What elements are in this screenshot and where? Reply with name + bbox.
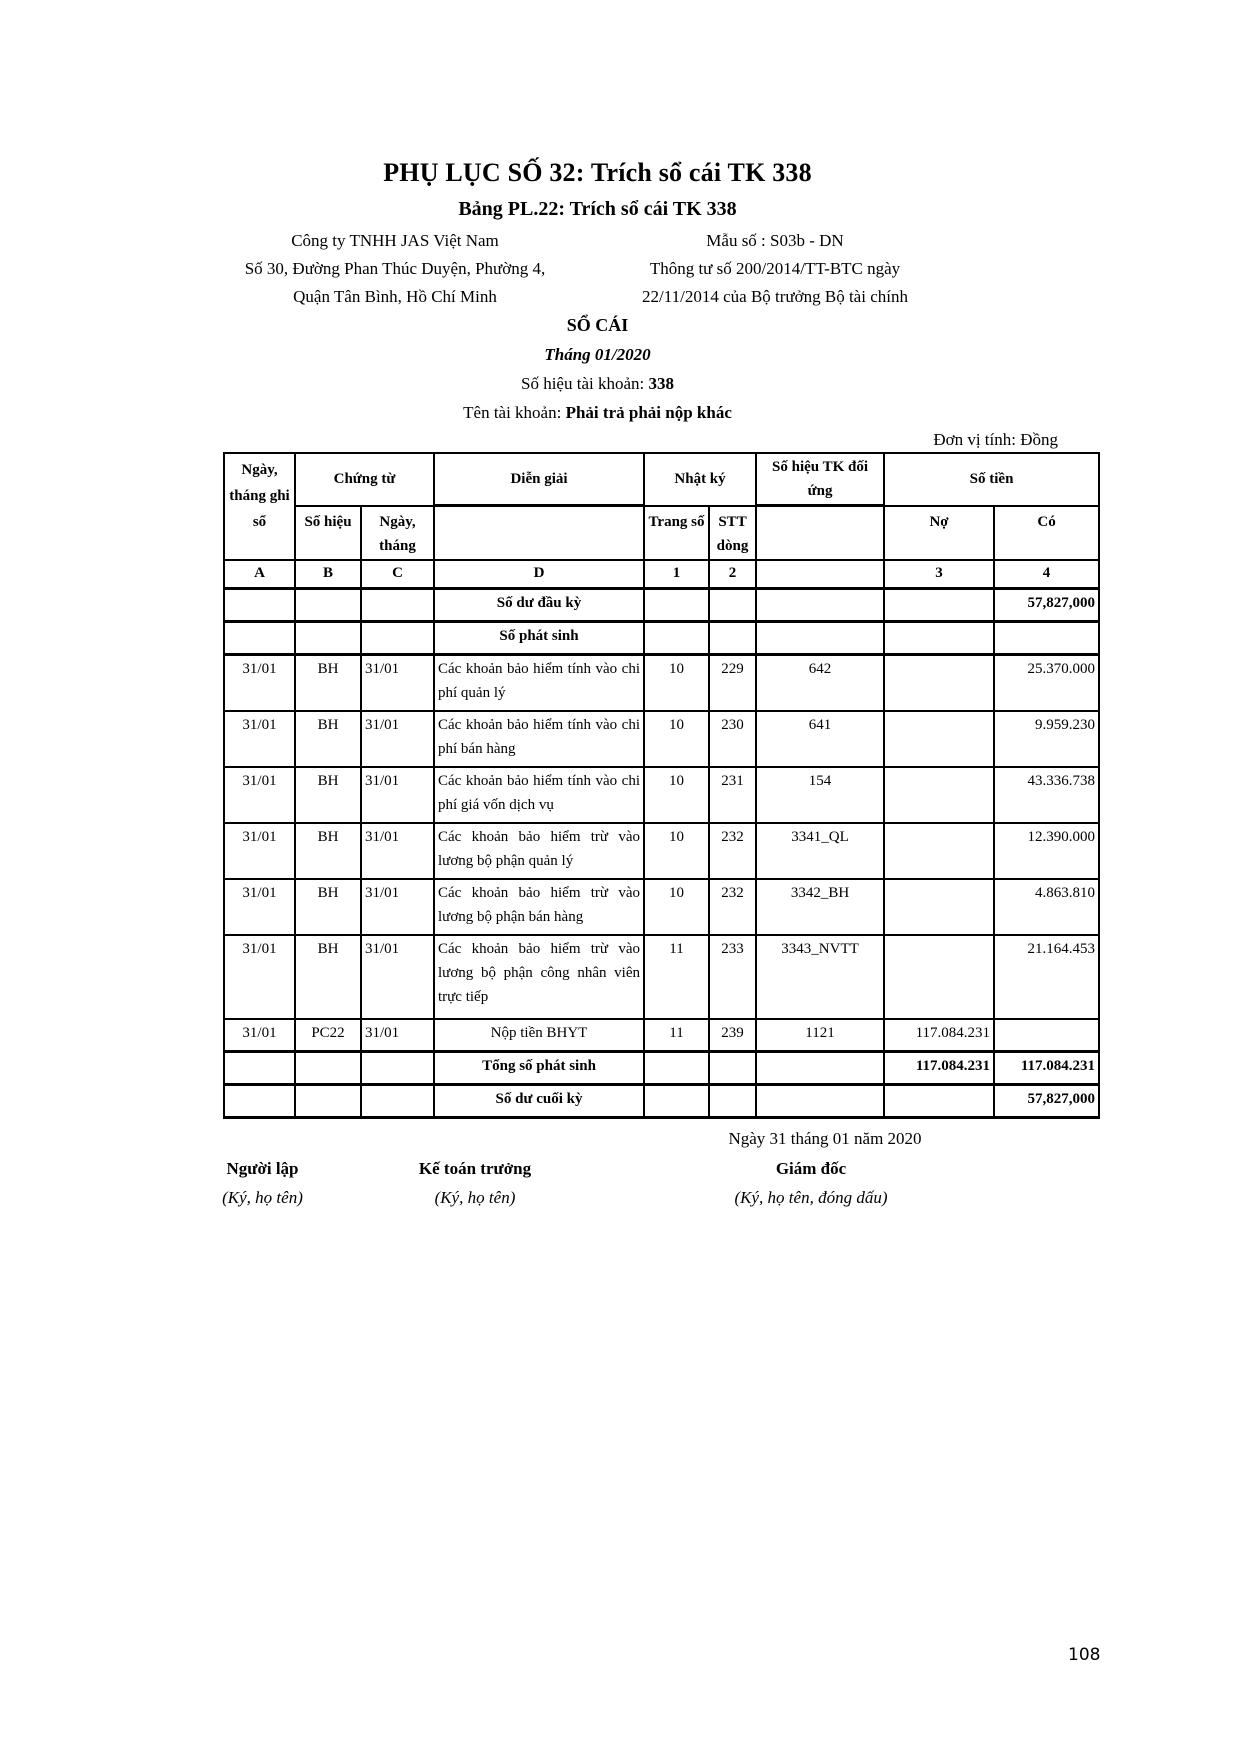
empty-cell: [361, 589, 434, 622]
cell-voucher-number: BH: [295, 767, 361, 823]
cell-description: Các khoản bảo hiểm tính vào chi phí bán hàng: [434, 711, 644, 767]
cell-posting-date: 31/01: [224, 655, 295, 712]
cell-debit: 117.084.231: [884, 1019, 994, 1052]
empty-cell: [756, 1085, 884, 1118]
account-name-line: [150, 398, 1045, 427]
cell-credit: [994, 1019, 1099, 1052]
letter-blank: [756, 560, 884, 589]
cell-posting-date: 31/01: [224, 823, 295, 879]
cell-credit: 9.959.230: [994, 711, 1099, 767]
letter-b: B: [295, 560, 361, 589]
appendix-title: PHỤ LỤC SỐ 32: Trích sổ cái TK 338: [383, 158, 812, 187]
unit-of-measure: Đơn vị tính: Đồng: [933, 430, 1058, 449]
movement-section-row: [224, 622, 1099, 655]
signature-preparer: [150, 1155, 375, 1213]
account-number-value: 338: [648, 374, 674, 393]
cell-debit: [884, 935, 994, 1019]
page-number: 108: [1068, 1645, 1101, 1665]
letter-4: 4: [994, 560, 1099, 589]
empty-cell: [361, 622, 434, 655]
cell-debit: [884, 711, 994, 767]
total-debit: 117.084.231: [884, 1052, 994, 1085]
cell-journal-page: 11: [644, 1019, 709, 1052]
form-number: Mẫu số : S03b - DN: [706, 231, 844, 250]
empty-cell: [709, 1052, 756, 1085]
cell-posting-date: 31/01: [224, 711, 295, 767]
header-row-1: [224, 453, 1099, 506]
ledger-name: SỔ CÁI: [566, 315, 629, 335]
cell-voucher-date: 31/01: [361, 655, 434, 712]
signature-chief-accountant: [375, 1155, 575, 1213]
header-journal-line: STT dòng: [709, 506, 756, 561]
empty-cell: [295, 1085, 361, 1118]
cell-credit: 43.336.738: [994, 767, 1099, 823]
cell-voucher-number: BH: [295, 655, 361, 712]
closing-balance-credit: 57,827,000: [994, 1085, 1099, 1118]
empty-cell: [361, 1052, 434, 1085]
cell-journal-page: 10: [644, 823, 709, 879]
cell-journal-line: 233: [709, 935, 756, 1019]
header-voucher: Chứng từ: [295, 453, 434, 506]
cell-journal-page: 10: [644, 711, 709, 767]
cell-journal-line: 231: [709, 767, 756, 823]
cell-description: Các khoản bảo hiểm tính vào chi phí quản lý: [434, 655, 644, 712]
cell-debit: [884, 655, 994, 712]
company-name: Công ty TNHH JAS Việt Nam: [291, 231, 499, 250]
cell-credit: 25.370.000: [994, 655, 1099, 712]
cell-voucher-number: BH: [295, 879, 361, 935]
column-letter-row: [224, 560, 1099, 589]
empty-cell: [295, 1052, 361, 1085]
signature-director-title: Giám đốc: [775, 1159, 847, 1178]
closing-balance-label: Số dư cuối kỳ: [434, 1085, 644, 1118]
empty-cell: [224, 1052, 295, 1085]
opening-balance-credit: 57,827,000: [994, 589, 1099, 622]
cell-journal-line: 229: [709, 655, 756, 712]
cell-posting-date: 31/01: [224, 879, 295, 935]
cell-voucher-date: 31/01: [361, 767, 434, 823]
table-caption: Bảng PL.22: Trích sổ cái TK 338: [458, 198, 737, 220]
company-address-line1: Số 30, Đường Phan Thúc Duyện, Phường 4,: [244, 259, 546, 278]
header-posting-date: Ngày, tháng ghi sổ: [224, 453, 295, 560]
cell-contra-account: 642: [756, 655, 884, 712]
cell-contra-account: 641: [756, 711, 884, 767]
cell-debit: [884, 879, 994, 935]
signature-chief-accountant-title: Kế toán trưởng: [418, 1159, 532, 1178]
cell-description: Các khoản bảo hiểm tính vào chi phí giá vốn dịch vụ: [434, 767, 644, 823]
empty-cell: [756, 589, 884, 622]
header-description: Diễn giải: [434, 453, 644, 506]
cell-credit: 21.164.453: [994, 935, 1099, 1019]
letter-d: D: [434, 560, 644, 589]
cell-voucher-number: BH: [295, 711, 361, 767]
header-voucher-date: Ngày, tháng: [361, 506, 434, 561]
opening-balance-row: [224, 589, 1099, 622]
header-credit: Có: [994, 506, 1099, 561]
empty-cell: [361, 1085, 434, 1118]
cell-journal-page: 10: [644, 879, 709, 935]
empty-cell: [756, 622, 884, 655]
empty-cell: [756, 1052, 884, 1085]
cell-debit: [884, 823, 994, 879]
empty-cell: [295, 622, 361, 655]
total-credit: 117.084.231: [994, 1052, 1099, 1085]
cell-description: Các khoản bảo hiểm trừ vào lương bộ phận quản lý: [434, 823, 644, 879]
signature-date-line: Ngày 31 tháng 01 năm 2020: [728, 1129, 922, 1148]
cell-description: Các khoản bảo hiểm trừ vào lương bộ phận công nhân viên trực tiếp: [434, 935, 644, 1019]
cell-journal-line: 239: [709, 1019, 756, 1052]
ledger-heading-block: [150, 311, 1090, 427]
table-row: [224, 1019, 1099, 1052]
cell-contra-account: 3343_NVTT: [756, 935, 884, 1019]
cell-voucher-number: BH: [295, 935, 361, 1019]
cell-voucher-date: 31/01: [361, 711, 434, 767]
header-amount: Số tiền: [884, 453, 1099, 506]
total-row: [224, 1052, 1099, 1085]
company-form-header: [150, 227, 1090, 311]
cell-contra-account: 3342_BH: [756, 879, 884, 935]
closing-balance-row: [224, 1085, 1099, 1118]
cell-credit: 12.390.000: [994, 823, 1099, 879]
cell-description: Các khoản bảo hiểm trừ vào lương bộ phận bán hàng: [434, 879, 644, 935]
cell-voucher-date: 31/01: [361, 823, 434, 879]
table-row: [224, 711, 1099, 767]
company-block: [205, 227, 585, 311]
letter-3: 3: [884, 560, 994, 589]
account-name-label: Tên tài khoản:: [463, 403, 562, 422]
empty-cell: [644, 1085, 709, 1118]
cell-journal-page: 10: [644, 655, 709, 712]
empty-cell: [709, 589, 756, 622]
cell-posting-date: 31/01: [224, 1019, 295, 1052]
header-row-2: [224, 506, 1099, 561]
cell-voucher-number: BH: [295, 823, 361, 879]
cell-posting-date: 31/01: [224, 935, 295, 1019]
cell-debit: [884, 767, 994, 823]
empty-cell: [224, 589, 295, 622]
table-row: [224, 767, 1099, 823]
empty-cell: [994, 622, 1099, 655]
account-number-label: Số hiệu tài khoản:: [521, 374, 645, 393]
movement-section-label: Số phát sinh: [434, 622, 644, 655]
header-debit: Nợ: [884, 506, 994, 561]
opening-balance-debit: [884, 589, 994, 622]
signature-preparer-title: Người lập: [226, 1159, 299, 1178]
empty-cell: [224, 622, 295, 655]
header-contra-account: Số hiệu TK đối ứng: [756, 453, 884, 506]
table-row: [224, 879, 1099, 935]
cell-credit: 4.863.810: [994, 879, 1099, 935]
account-number-line: [150, 369, 1045, 398]
cell-journal-line: 230: [709, 711, 756, 767]
header-journal: Nhật ký: [644, 453, 756, 506]
cell-journal-line: 232: [709, 823, 756, 879]
circular-line1: Thông tư số 200/2014/TT-BTC ngày: [649, 259, 901, 278]
table-row: [224, 655, 1099, 712]
empty-cell: [295, 589, 361, 622]
empty-cell: [224, 1085, 295, 1118]
cell-voucher-number: PC22: [295, 1019, 361, 1052]
form-block: [595, 227, 955, 311]
letter-c: C: [361, 560, 434, 589]
empty-cell: [434, 506, 644, 561]
cell-journal-page: 11: [644, 935, 709, 1019]
signature-preparer-note: (Ký, họ tên): [222, 1188, 303, 1207]
signature-director-note: (Ký, họ tên, đóng dấu): [734, 1188, 888, 1207]
empty-cell: [644, 589, 709, 622]
table-row: [224, 935, 1099, 1019]
cell-voucher-date: 31/01: [361, 1019, 434, 1052]
empty-cell: [644, 622, 709, 655]
table-row: [224, 823, 1099, 879]
empty-cell: [756, 506, 884, 561]
letter-1: 1: [644, 560, 709, 589]
document-content: [150, 158, 1096, 1213]
ledger-period: Tháng 01/2020: [544, 345, 651, 364]
total-label: Tổng số phát sinh: [434, 1052, 644, 1085]
cell-contra-account: 3341_QL: [756, 823, 884, 879]
opening-balance-label: Số dư đầu kỳ: [434, 589, 644, 622]
cell-contra-account: 1121: [756, 1019, 884, 1052]
header-voucher-number: Số hiệu: [295, 506, 361, 561]
cell-posting-date: 31/01: [224, 767, 295, 823]
cell-voucher-date: 31/01: [361, 935, 434, 1019]
cell-contra-account: 154: [756, 767, 884, 823]
header-journal-page: Trang số: [644, 506, 709, 561]
account-name-value: Phải trả phải nộp khác: [565, 403, 732, 422]
signature-block: [150, 1155, 1090, 1213]
general-ledger-table: [223, 452, 1100, 1119]
cell-journal-page: 10: [644, 767, 709, 823]
cell-journal-line: 232: [709, 879, 756, 935]
empty-cell: [709, 622, 756, 655]
empty-cell: [884, 622, 994, 655]
empty-cell: [884, 1085, 994, 1118]
letter-2: 2: [709, 560, 756, 589]
empty-cell: [644, 1052, 709, 1085]
letter-a: A: [224, 560, 295, 589]
cell-description: Nộp tiền BHYT: [434, 1019, 644, 1052]
cell-voucher-date: 31/01: [361, 879, 434, 935]
circular-line2: 22/11/2014 của Bộ trưởng Bộ tài chính: [642, 287, 908, 306]
signature-chief-accountant-note: (Ký, họ tên): [434, 1188, 516, 1207]
empty-cell: [709, 1085, 756, 1118]
signature-director: [575, 1155, 1047, 1213]
company-address-line2: Quận Tân Bình, Hồ Chí Minh: [293, 287, 497, 306]
